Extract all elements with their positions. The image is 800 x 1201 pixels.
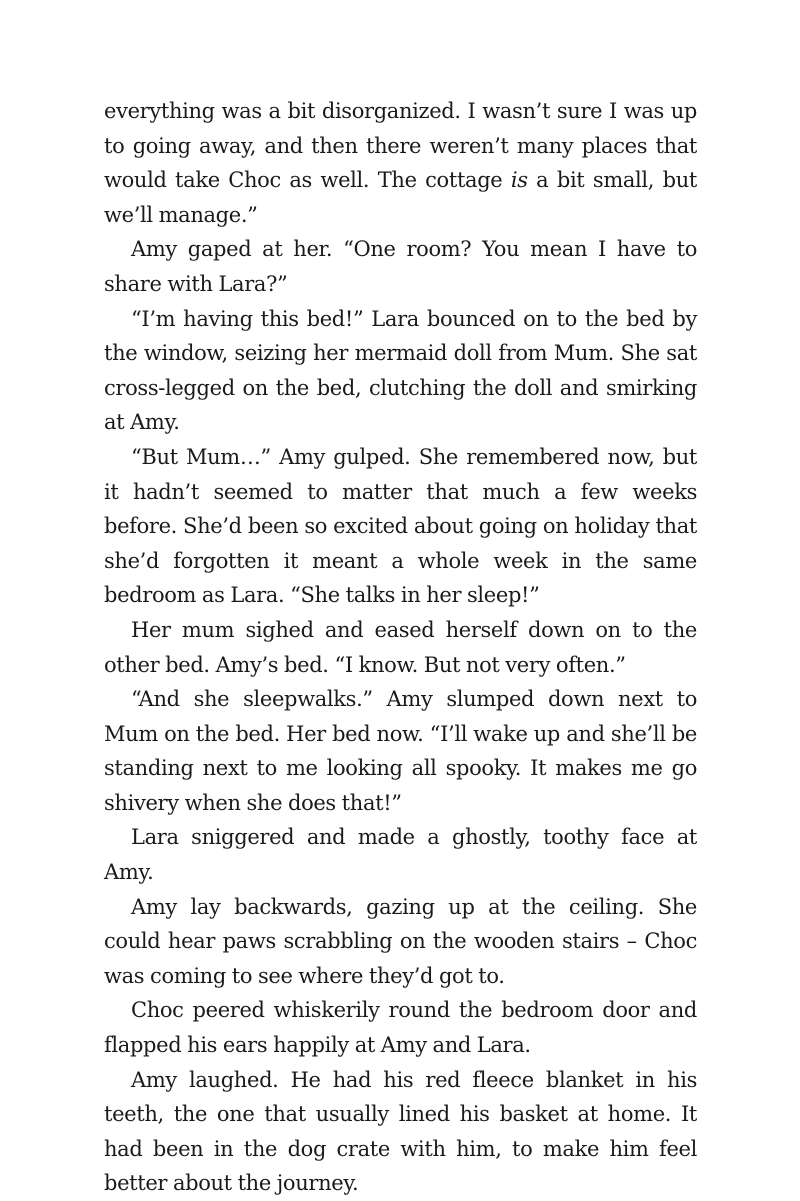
paragraph-1-text-a: everything was a bit disorganized. I wasn’t sure I was up to going away, and then there weren’t many places that would take Choc as well. The cottage: [104, 99, 697, 193]
paragraph-3: “I’m having this bed!” Lara bounced on to the bed by the window, seizing her mermaid doll from Mum. She sat cross-legged on the bed, clutching the doll and smirking at Amy.: [104, 306, 697, 435]
paragraph-10: Amy laughed. He had his red fleece blanket in his teeth, the one that usually lined his basket at home. It had been in the dog crate with him, to make him feel better about the journey.: [104, 1067, 697, 1196]
paragraph-2: Amy gaped at her. “One room? You mean I have to share with Lara?”: [104, 237, 697, 296]
paragraph-1-emphasis: is: [510, 168, 528, 193]
paragraph-4: “But Mum…” Amy gulped. She remembered now, but it hadn’t seemed to matter that much a few weeks before. She’d been so excited about going on holiday that she’d forgotten it meant a whole week in the same bedroom as Lara. “She talks in her sleep!”: [104, 444, 697, 608]
paragraph-8: Amy lay backwards, gazing up at the ceiling. She could hear paws scrabbling on the wooden stairs – Choc was coming to see where they’d got to.: [104, 894, 697, 988]
paragraph-1-text-b: a bit small, but we’ll manage.”: [104, 168, 697, 227]
paragraph-1: [104, 94, 697, 232]
paragraph-5: Her mum sighed and eased herself down on to the other bed. Amy’s bed. “I know. But not very often.”: [104, 617, 697, 677]
book-page: [104, 94, 697, 1201]
paragraph-7: Lara sniggered and made a ghostly, toothy face at Amy.: [104, 825, 697, 885]
paragraph-9: Choc peered whiskerily round the bedroom door and flapped his ears happily at Amy and Lara.: [104, 998, 697, 1058]
paragraph-6: “And she sleepwalks.” Amy slumped down next to Mum on the bed. Her bed now. “I’ll wake up and she’ll be standing next to me looking all spooky. It makes me go shivery when she does that!”: [104, 687, 697, 815]
